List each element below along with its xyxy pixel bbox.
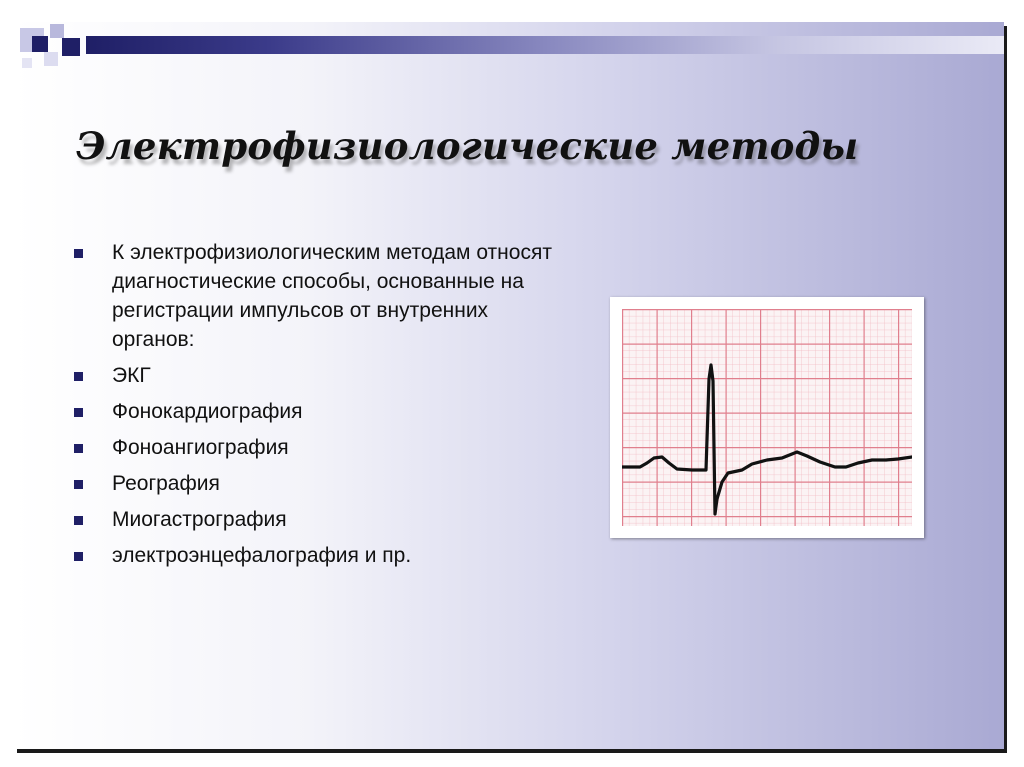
bullet-list (74, 238, 574, 577)
list-item (74, 541, 574, 570)
list-item-label: ЭКГ (112, 364, 151, 387)
list-item (74, 433, 574, 462)
square-bullet-icon (74, 480, 83, 489)
list-item (74, 469, 574, 498)
ecg-image (610, 297, 924, 538)
list-item (74, 361, 574, 390)
list-item (74, 505, 574, 534)
list-item (74, 238, 574, 354)
square-bullet-icon (74, 552, 83, 561)
list-item (74, 397, 574, 426)
list-item-label: Реография (112, 472, 220, 495)
corner-decoration (14, 22, 84, 82)
list-item-label: Фоноангиография (112, 436, 289, 459)
list-item-label: Миогастрография (112, 508, 287, 531)
square-bullet-icon (74, 372, 83, 381)
list-item-label: Фонокардиография (112, 400, 303, 423)
square-bullet-icon (74, 444, 83, 453)
ecg-grid (622, 309, 912, 526)
slide (14, 22, 1004, 749)
list-item-label: электроэнцефалография и пр. (112, 544, 412, 567)
top-gradient-bar (86, 36, 1004, 54)
slide-title: Электрофизиологические методы (76, 124, 859, 168)
square-bullet-icon (74, 408, 83, 417)
intro-text: К электрофизиологическим методам относят диагностические способы, основанные на регистрации импульсов от внутренних органов: (112, 241, 552, 351)
square-bullet-icon (74, 249, 83, 258)
square-bullet-icon (74, 516, 83, 525)
ecg-strip (622, 309, 912, 526)
